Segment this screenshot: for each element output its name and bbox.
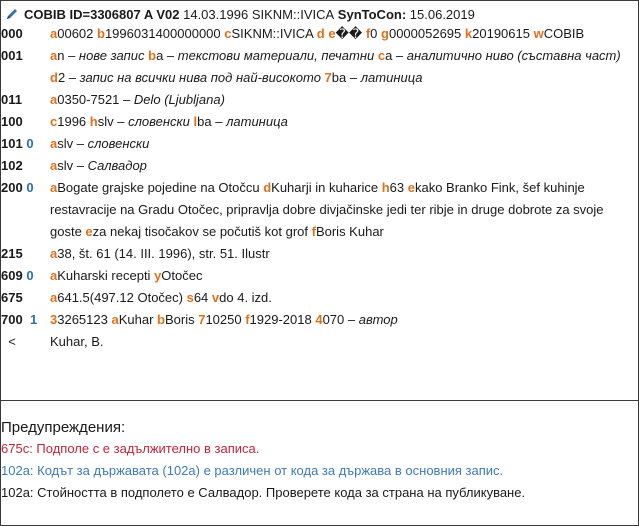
warnings-title: Предупреждения: <box>1 419 126 436</box>
field-tag: 609 0 <box>1 268 34 283</box>
field-tag: 675 <box>1 290 23 305</box>
field-content: Kuhar, B. <box>50 334 104 349</box>
field-content: a0350-7521 – Delo (Ljubljana) <box>50 92 225 107</box>
field-content: a38, št. 61 (14. III. 1996), str. 51. Ilustr <box>50 246 270 261</box>
subfield-code: k <box>464 26 473 41</box>
subfield-code: a <box>50 136 58 151</box>
subfield-code: f <box>311 224 316 239</box>
warnings-panel <box>1 418 638 504</box>
field-content: aBogate grajske pojedine na Otočcu dKuharji in kuharice h63 ekako Branko Fink, šef kuhinje restavracije na Gradu Otočec, pripravlja dobre divjačinske jedi ter ribje in druge dobrote za svoje goste eza nekaj tisočakov se počutiš kot grof fBoris Kuhar <box>50 180 604 239</box>
field-tag: 001 <box>1 48 23 63</box>
subfield-code: v <box>211 290 220 305</box>
field-content: aKuharski recepti yOtočec <box>50 268 203 283</box>
subfield-code: b <box>157 312 165 327</box>
field-675[interactable] <box>1 287 638 309</box>
field-100[interactable] <box>1 111 638 133</box>
subfield-code: c <box>224 26 232 41</box>
subfield-code: d <box>316 26 325 41</box>
subfield-code: y <box>154 268 162 283</box>
subfield-code: f <box>245 312 250 327</box>
record-id: COBIB ID=3306807 A V02 <box>24 6 180 22</box>
field-tag: 000 <box>1 26 23 41</box>
record-date: 14.03.1996 <box>183 6 249 22</box>
subfield-code: a <box>50 48 58 63</box>
field-indicator: 0 <box>26 136 34 151</box>
field-tag: 700 1 <box>1 312 38 327</box>
field-tag: 102 <box>1 158 23 173</box>
field-001[interactable] <box>1 45 638 89</box>
marc-record <box>1 23 638 353</box>
field-indicator: 0 <box>26 180 34 195</box>
field-content: aslv – словенски <box>50 136 150 151</box>
subfield-code: a <box>50 290 58 305</box>
field-tag: 215 <box>1 246 23 261</box>
record-user: SIKNM::IVICA <box>251 6 335 22</box>
record-header <box>5 5 475 23</box>
field-tag: 011 <box>1 92 22 107</box>
subfield-code: h <box>89 114 98 129</box>
subfield-code: g <box>381 26 389 41</box>
subfield-code: a <box>50 92 58 107</box>
field-content: c1996 hslv – словенски lba – латиница <box>50 114 288 129</box>
field-011[interactable] <box>1 89 638 111</box>
subfield-code: a <box>50 180 58 195</box>
field-101[interactable] <box>1 133 638 155</box>
warning-item[interactable]: 102a: Кодът за държавата (102a) е различен от кода за държава в основния запис. <box>1 463 504 478</box>
field-content: aslv – Салвадор <box>50 158 147 173</box>
subfield-code: b <box>97 26 105 41</box>
subfield-code: a <box>50 268 58 283</box>
subfield-code: s <box>186 290 194 305</box>
subfield-code: e <box>407 180 415 195</box>
subfield-code: 7 <box>324 70 332 85</box>
subfield-code: 4 <box>315 312 323 327</box>
subfield-code: 7 <box>198 312 206 327</box>
field-tag: < <box>8 334 16 349</box>
subfield-code: e <box>85 224 93 239</box>
field-content: a00602 b1996031400000000 cSIKNM::IVICA d e�� f0 g0000052695 k20190615 wCOBIB <box>50 26 585 41</box>
field-609[interactable] <box>1 265 638 287</box>
divider <box>1 400 638 401</box>
field-000[interactable] <box>1 23 638 45</box>
subfield-code: h <box>381 180 390 195</box>
subfield-code: a <box>50 246 58 261</box>
warning-item[interactable]: 102a: Стойността в подполето е Салвадор. Проверете кода за страна на публикуване. <box>1 485 526 500</box>
pencil-icon[interactable] <box>5 7 19 21</box>
field-700[interactable] <box>1 309 638 331</box>
field-content: a641.5(497.12 Otočec) s64 vdo 4. izd. <box>50 290 272 305</box>
subfield-code: e <box>328 26 336 41</box>
field-215[interactable] <box>1 243 638 265</box>
subfield-code: d <box>263 180 272 195</box>
subfield-code: f <box>365 26 371 41</box>
subfield-code: l <box>193 114 198 129</box>
field-indicator: 1 <box>29 312 38 327</box>
subfield-code: w <box>533 26 544 41</box>
syntocon-label: SynToCon: <box>337 6 407 22</box>
subfield-code: a <box>50 158 58 173</box>
subfield-code: c <box>50 114 58 129</box>
subfield-code: 3 <box>50 312 58 327</box>
subfield-code: b <box>148 48 157 63</box>
field-200[interactable] <box>1 177 638 243</box>
field-indicator: 0 <box>26 268 34 283</box>
subfield-code: a <box>50 26 58 41</box>
subfield-code: d <box>50 70 58 85</box>
field-tag: 100 <box>1 114 23 129</box>
warning-item[interactable]: 675c: Подполе с е задължително в записа. <box>1 441 260 456</box>
field-tag: 200 0 <box>1 180 34 195</box>
field-lt[interactable] <box>1 331 638 353</box>
subfield-code: a <box>111 312 119 327</box>
field-tag: 101 0 <box>1 136 34 151</box>
field-content: 33265123 aKuhar bBoris 710250 f1929-2018 4070 – автор <box>50 312 398 327</box>
field-102[interactable] <box>1 155 638 177</box>
field-content: an – нове запис ba – текстови материали, печатни ca – аналитично ниво (съставна част) d2 – запис на всички нива под най-високото 7ba – латиница <box>50 48 621 85</box>
syntocon-date: 15.06.2019 <box>409 6 475 22</box>
subfield-code: c <box>377 48 386 63</box>
